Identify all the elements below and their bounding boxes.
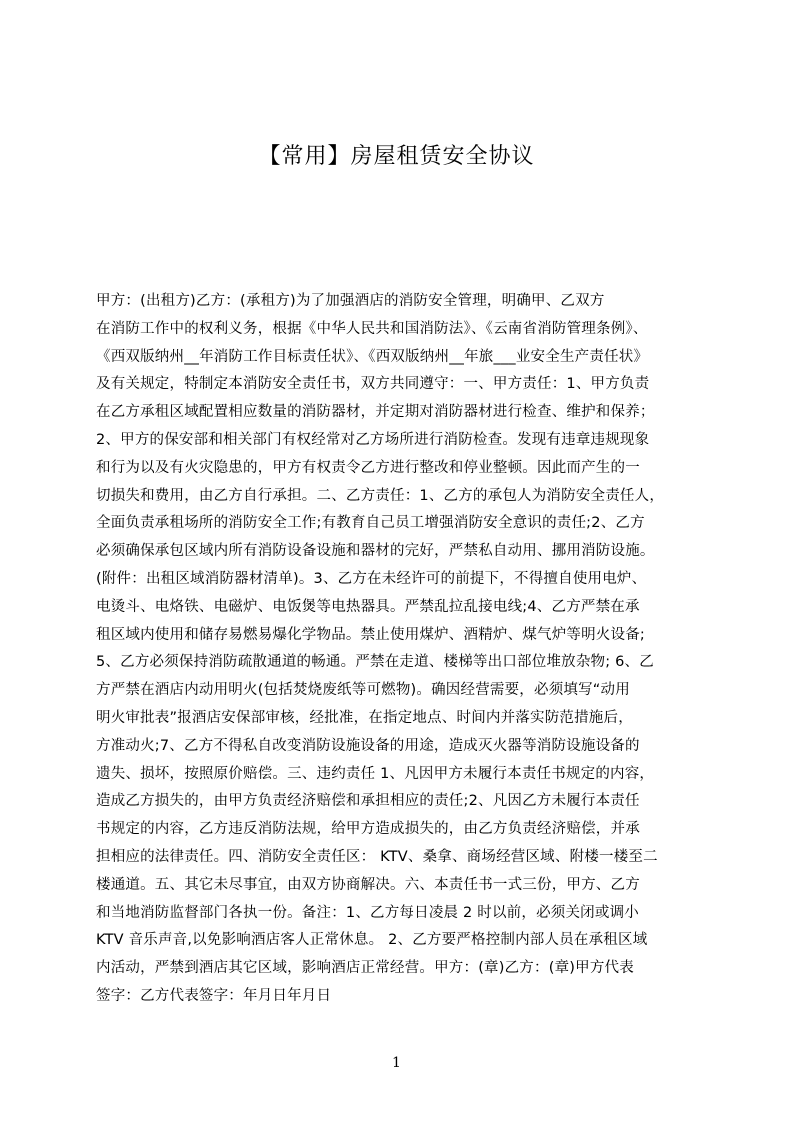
- body-line: 全面负责承租场所的消防安全工作;有教育自己员工增强消防安全意识的责任;2、乙方: [96, 515, 645, 532]
- body-line: 签字：乙方代表签字：年月日年月日: [96, 987, 332, 1004]
- body-line: 楼通道。五、其它未尽事宜，由双方协商解决。六、本责任书一式三份，甲方、乙方: [96, 876, 640, 893]
- document-body: [96, 288, 698, 1004]
- body-line: 必须确保承包区域内所有消防设备设施和器材的完好，严禁私自动用、挪用消防设施。: [96, 543, 655, 560]
- body-line: 遗失、损坏，按照原价赔偿。三、违约责任 1、凡因甲方未履行本责任书规定的内容，: [96, 765, 655, 782]
- body-line: 和当地消防监督部门各执一份。备注：1、乙方每日凌晨 2 时以前，必须关闭或调小: [96, 904, 639, 921]
- body-line: 在乙方承租区域配置相应数量的消防器材，并定期对消防器材进行检查、维护和保养；: [96, 404, 655, 421]
- body-line: 甲方：(出租方)乙方：(承租方)为了加强酒店的消防安全管理，明确甲、乙双方: [96, 293, 605, 309]
- body-line: 方严禁在酒店内动用明火(包括焚烧废纸等可燃物)。确因经营需要，必须填写“动用: [96, 682, 630, 699]
- body-line: 切损失和费用，由乙方自行承担。二、乙方责任：1、乙方的承包人为消防安全责任人，: [96, 487, 665, 504]
- body-line: KTV 音乐声音,以免影响酒店客人正常休息。 2、乙方要严格控制内部人员在承租区域: [96, 932, 648, 949]
- body-line: 书规定的内容，乙方违反消防法规，给甲方造成损失的，由乙方负责经济赔偿，并承: [96, 821, 640, 838]
- page-number: 1: [392, 1055, 401, 1071]
- body-line: 方准动火;7、乙方不得私自改变消防设施设备的用途，造成灭火器等消防设施设备的: [96, 737, 640, 754]
- body-line: 内活动，严禁到酒店其它区域，影响酒店正常经营。甲方：(章)乙方：(章)甲方代表: [96, 960, 634, 977]
- body-line: 在消防工作中的权利义务，根据《中华人民共和国消防法》、《云南省消防管理条例》、: [96, 320, 648, 337]
- body-line: 造成乙方损失的，由甲方负责经济赔偿和承担相应的责任;2、凡因乙方未履行本责任: [96, 793, 640, 810]
- body-line: 《西双版纳州__年消防工作目标责任状》、《西双版纳州__年旅___业安全生产责任状》: [96, 348, 649, 365]
- body-line: 担相应的法律责任。四、消防安全责任区： KTV、桑拿、商场经营区域、附楼一楼至二: [96, 848, 658, 865]
- body-line: 明火审批表”报酒店安保部审核，经批准，在指定地点、时间内并落实防范措施后，: [96, 709, 633, 726]
- body-line: (附件：出租区域消防器材清单)。3、乙方在未经许可的前提下，不得擅自使用电炉、: [96, 570, 647, 587]
- body-line: 租区域内使用和储存易燃易爆化学物品。禁止使用煤炉、酒精炉、煤气炉等明火设备;: [96, 626, 645, 643]
- body-line: 和行为以及有火灾隐患的，甲方有权责令乙方进行整改和停业整顿。因此而产生的一: [96, 459, 640, 476]
- body-line: 5、乙方必须保持消防疏散通道的畅通。严禁在走道、楼梯等出口部位堆放杂物; 6、乙: [96, 654, 654, 671]
- body-line: 2、甲方的保安部和相关部门有权经常对乙方场所进行消防检查。发现有违章违规现象: [96, 431, 650, 448]
- document-title: 【常用】房屋租赁安全协议: [258, 144, 535, 169]
- body-line: 及有关规定，特制定本消防安全责任书，双方共同遵守：一、甲方责任：1、甲方负责: [96, 376, 650, 393]
- body-line: 电烫斗、电烙铁、电磁炉、电饭煲等电热器具。严禁乱拉乱接电线;4、乙方严禁在承: [96, 598, 640, 615]
